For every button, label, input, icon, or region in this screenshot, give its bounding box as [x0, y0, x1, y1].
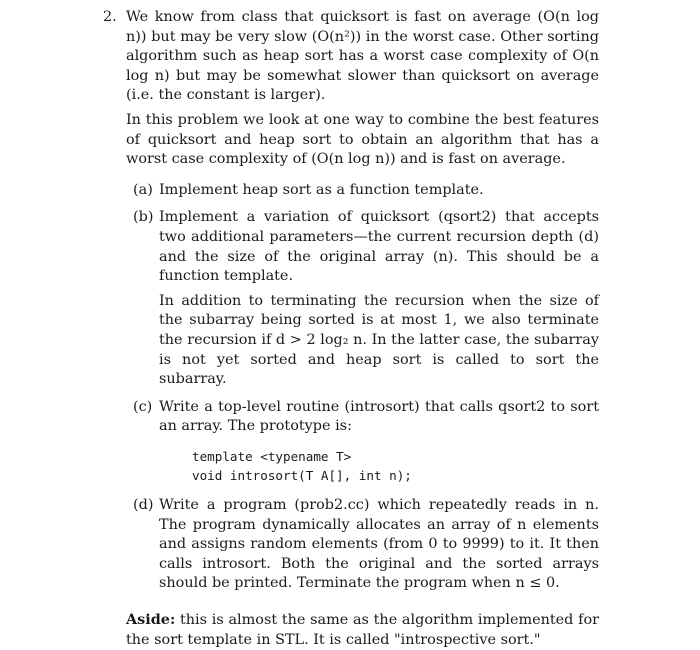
problem-body	[126, 8, 599, 650]
subproblem-c	[126, 398, 599, 486]
aside-label: Aside:	[126, 611, 176, 629]
aside-text: this is almost the same as the algorithm implemented for the sort template in STL. It is called "introspective sort."	[126, 612, 599, 648]
code-block	[192, 447, 599, 486]
subproblem-d	[126, 496, 599, 594]
subproblem-text: Implement a variation of quicksort (qsort2) that accepts two additional parameters—the current recursion depth (d) and the size of the original array (n). This should be a function template.	[159, 209, 599, 285]
subproblem-label: (d)	[133, 497, 154, 514]
subproblem-label: (a)	[133, 181, 153, 198]
intro-paragraph-1: We know from class that quicksort is fast on average (O(n log n)) but may be very slow (O(n²)) in the worst case. Other sorting algorithm such as heap sort has a worst case complexity of O(n log n) but may be somewhat slower than quicksort on average (i.e. the constant is larger).	[126, 9, 599, 104]
code-line-2: void introsort(T A[], int n);	[192, 468, 412, 484]
subproblem-text: Implement heap sort as a function template.	[159, 181, 484, 198]
subproblem-b	[126, 208, 599, 389]
subproblem-text: Write a top-level routine (introsort) that calls qsort2 to sort an array. The prototype is:	[159, 398, 599, 435]
subproblem-a	[126, 181, 599, 201]
problem-2	[103, 8, 599, 650]
subproblem-label: (b)	[133, 209, 154, 226]
subproblem-list	[126, 181, 599, 594]
subproblem-label: (c)	[133, 398, 153, 415]
code-line-1: template <typename T>	[192, 448, 352, 464]
subproblem-text-continued: In addition to terminating the recursion when the size of the subarray being sorted is at most 1, we also terminate the recursion if d > 2 log₂ n. In the latter case, the subarray is not yet sorted and heap sort is called to sort the subarray.	[159, 292, 599, 388]
intro-paragraph-2: In this problem we look at one way to combine the best features of quicksort and heap sort to obtain an algorithm that has a worst case complexity of (O(n log n)) and is fast on average.	[126, 111, 599, 168]
subproblem-text: Write a program (prob2.cc) which repeatedly reads in n. The program dynamically allocates an array of n elements and assigns random elements (from 0 to 9999) to it. It then calls introsort. Both the original and the sorted arrays should be printed. Terminate the program when n ≤ 0.	[159, 497, 599, 592]
aside-note	[126, 610, 599, 650]
problem-number: 2.	[103, 9, 117, 25]
